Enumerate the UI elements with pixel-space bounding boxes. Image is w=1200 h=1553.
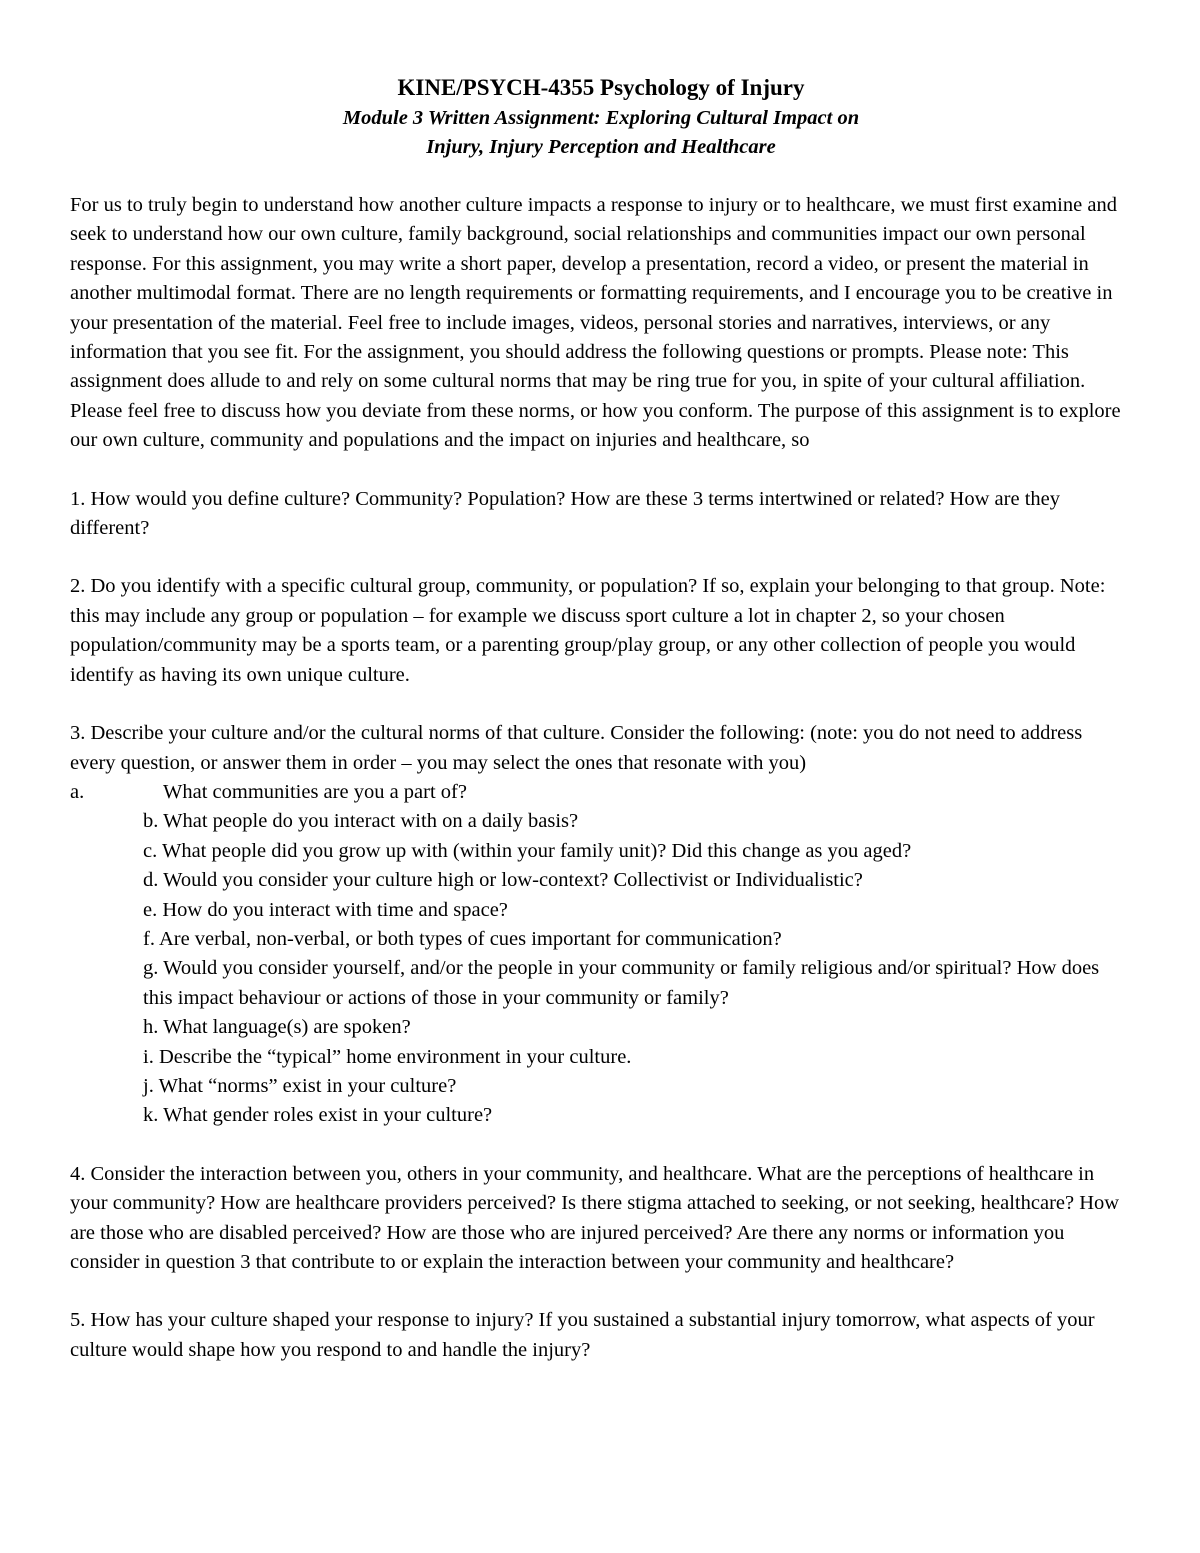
question-3-item-e: e. How do you interact with time and space? (143, 898, 508, 921)
spacer (70, 162, 1132, 191)
assignment-subtitle-line-1: Module 3 Written Assignment: Exploring Cultural Impact on (342, 107, 860, 129)
course-title: KINE/PSYCH-4355 Psychology of Injury (397, 75, 805, 100)
question-3-sublist (70, 778, 1132, 1131)
intro-paragraph: For us to truly begin to understand how another culture impacts a response to injury or to healthcare, we must first examine and seek to understand how our own culture, family background, social relationships and communities impact our own personal response. For this assignment, you may write a short paper, develop a presentation, record a video, or present the material in another multimodal format. There are no length requirements or formatting requirements, and I encourage you to be creative in your presentation of the material. Feel free to include images, videos, personal stories and narratives, interviews, or any information that you see fit. For the assignment, you should address the following questions or prompts. Please note: This assignment does allude to and rely on some cultural norms that may be ring true for you, in spite of your cultural affiliation. Please feel free to discuss how you deviate from these norms, or how you conform. The purpose of this assignment is to explore our own culture, community and populations and the impact on injuries and healthcare, so (70, 194, 1121, 452)
question-3-item-k: k. What gender roles exist in your culture? (143, 1104, 493, 1127)
question-3-item-f: f. Are verbal, non-verbal, or both types of cues important for communication? (143, 927, 782, 950)
assignment-subtitle-line-2: Injury, Injury Perception and Healthcare (426, 136, 776, 158)
document-page (70, 72, 1132, 1365)
question-3-item-b: b. What people do you interact with on a daily basis? (143, 810, 579, 833)
question-3-item-j: j. What “norms” exist in your culture? (143, 1074, 457, 1097)
question-4: 4. Consider the interaction between you, others in your community, and healthcare. What are the perceptions of healthcare in your community? How are healthcare providers perceived? Is there stigma attached to seeking, or not seeking, healthcare? How are those who are disabled perceived? How are those who are injured perceived? Are there any norms or information you consider in question 3 that contribute to or explain the interaction between your community and healthcare? (70, 1162, 1120, 1273)
list-item-text: What communities are you a part of? (163, 780, 467, 803)
question-3-item-a (70, 778, 1132, 807)
question-1: 1. How would you define culture? Community? Population? How are these 3 terms intertwined or related? How are they different? (70, 487, 1060, 540)
question-3-item-g: g. Would you consider yourself, and/or the people in your community or family religious and/or spiritual? How does this impact behaviour or actions of those in your community or family? (143, 957, 1100, 1009)
list-marker: a. (70, 780, 85, 803)
spacer (70, 543, 1132, 572)
spacer (70, 456, 1132, 485)
question-3-item-i: i. Describe the “typical” home environment in your culture. (143, 1045, 632, 1068)
question-5: 5. How has your culture shaped your response to injury? If you sustained a substantial injury tomorrow, what aspects of your culture would shape how you respond to and handle the injury? (70, 1309, 1095, 1361)
spacer (70, 1277, 1132, 1306)
question-2: 2. Do you identify with a specific cultural group, community, or population? If so, explain your belonging to that group. Note: this may include any group or population – for example we discuss sport culture a lot in chapter 2, so your chosen population/community may be a sports team, or a parenting group/play group, or any other collection of people you would identify as having its own unique culture. (70, 575, 1106, 686)
question-3-item-h: h. What language(s) are spoken? (143, 1016, 411, 1039)
question-3: 3. Describe your culture and/or the cultural norms of that culture. Consider the following: (note: you do not need to address every question, or answer them in order – you may select the ones that resonate with you) (70, 722, 1083, 774)
question-3-item-d: d. Would you consider your culture high or low-context? Collectivist or Individualistic? (143, 869, 863, 892)
question-3-item-c: c. What people did you grow up with (within your family unit)? Did this change as you aged? (143, 839, 912, 862)
spacer (70, 1131, 1132, 1160)
spacer (70, 690, 1132, 719)
